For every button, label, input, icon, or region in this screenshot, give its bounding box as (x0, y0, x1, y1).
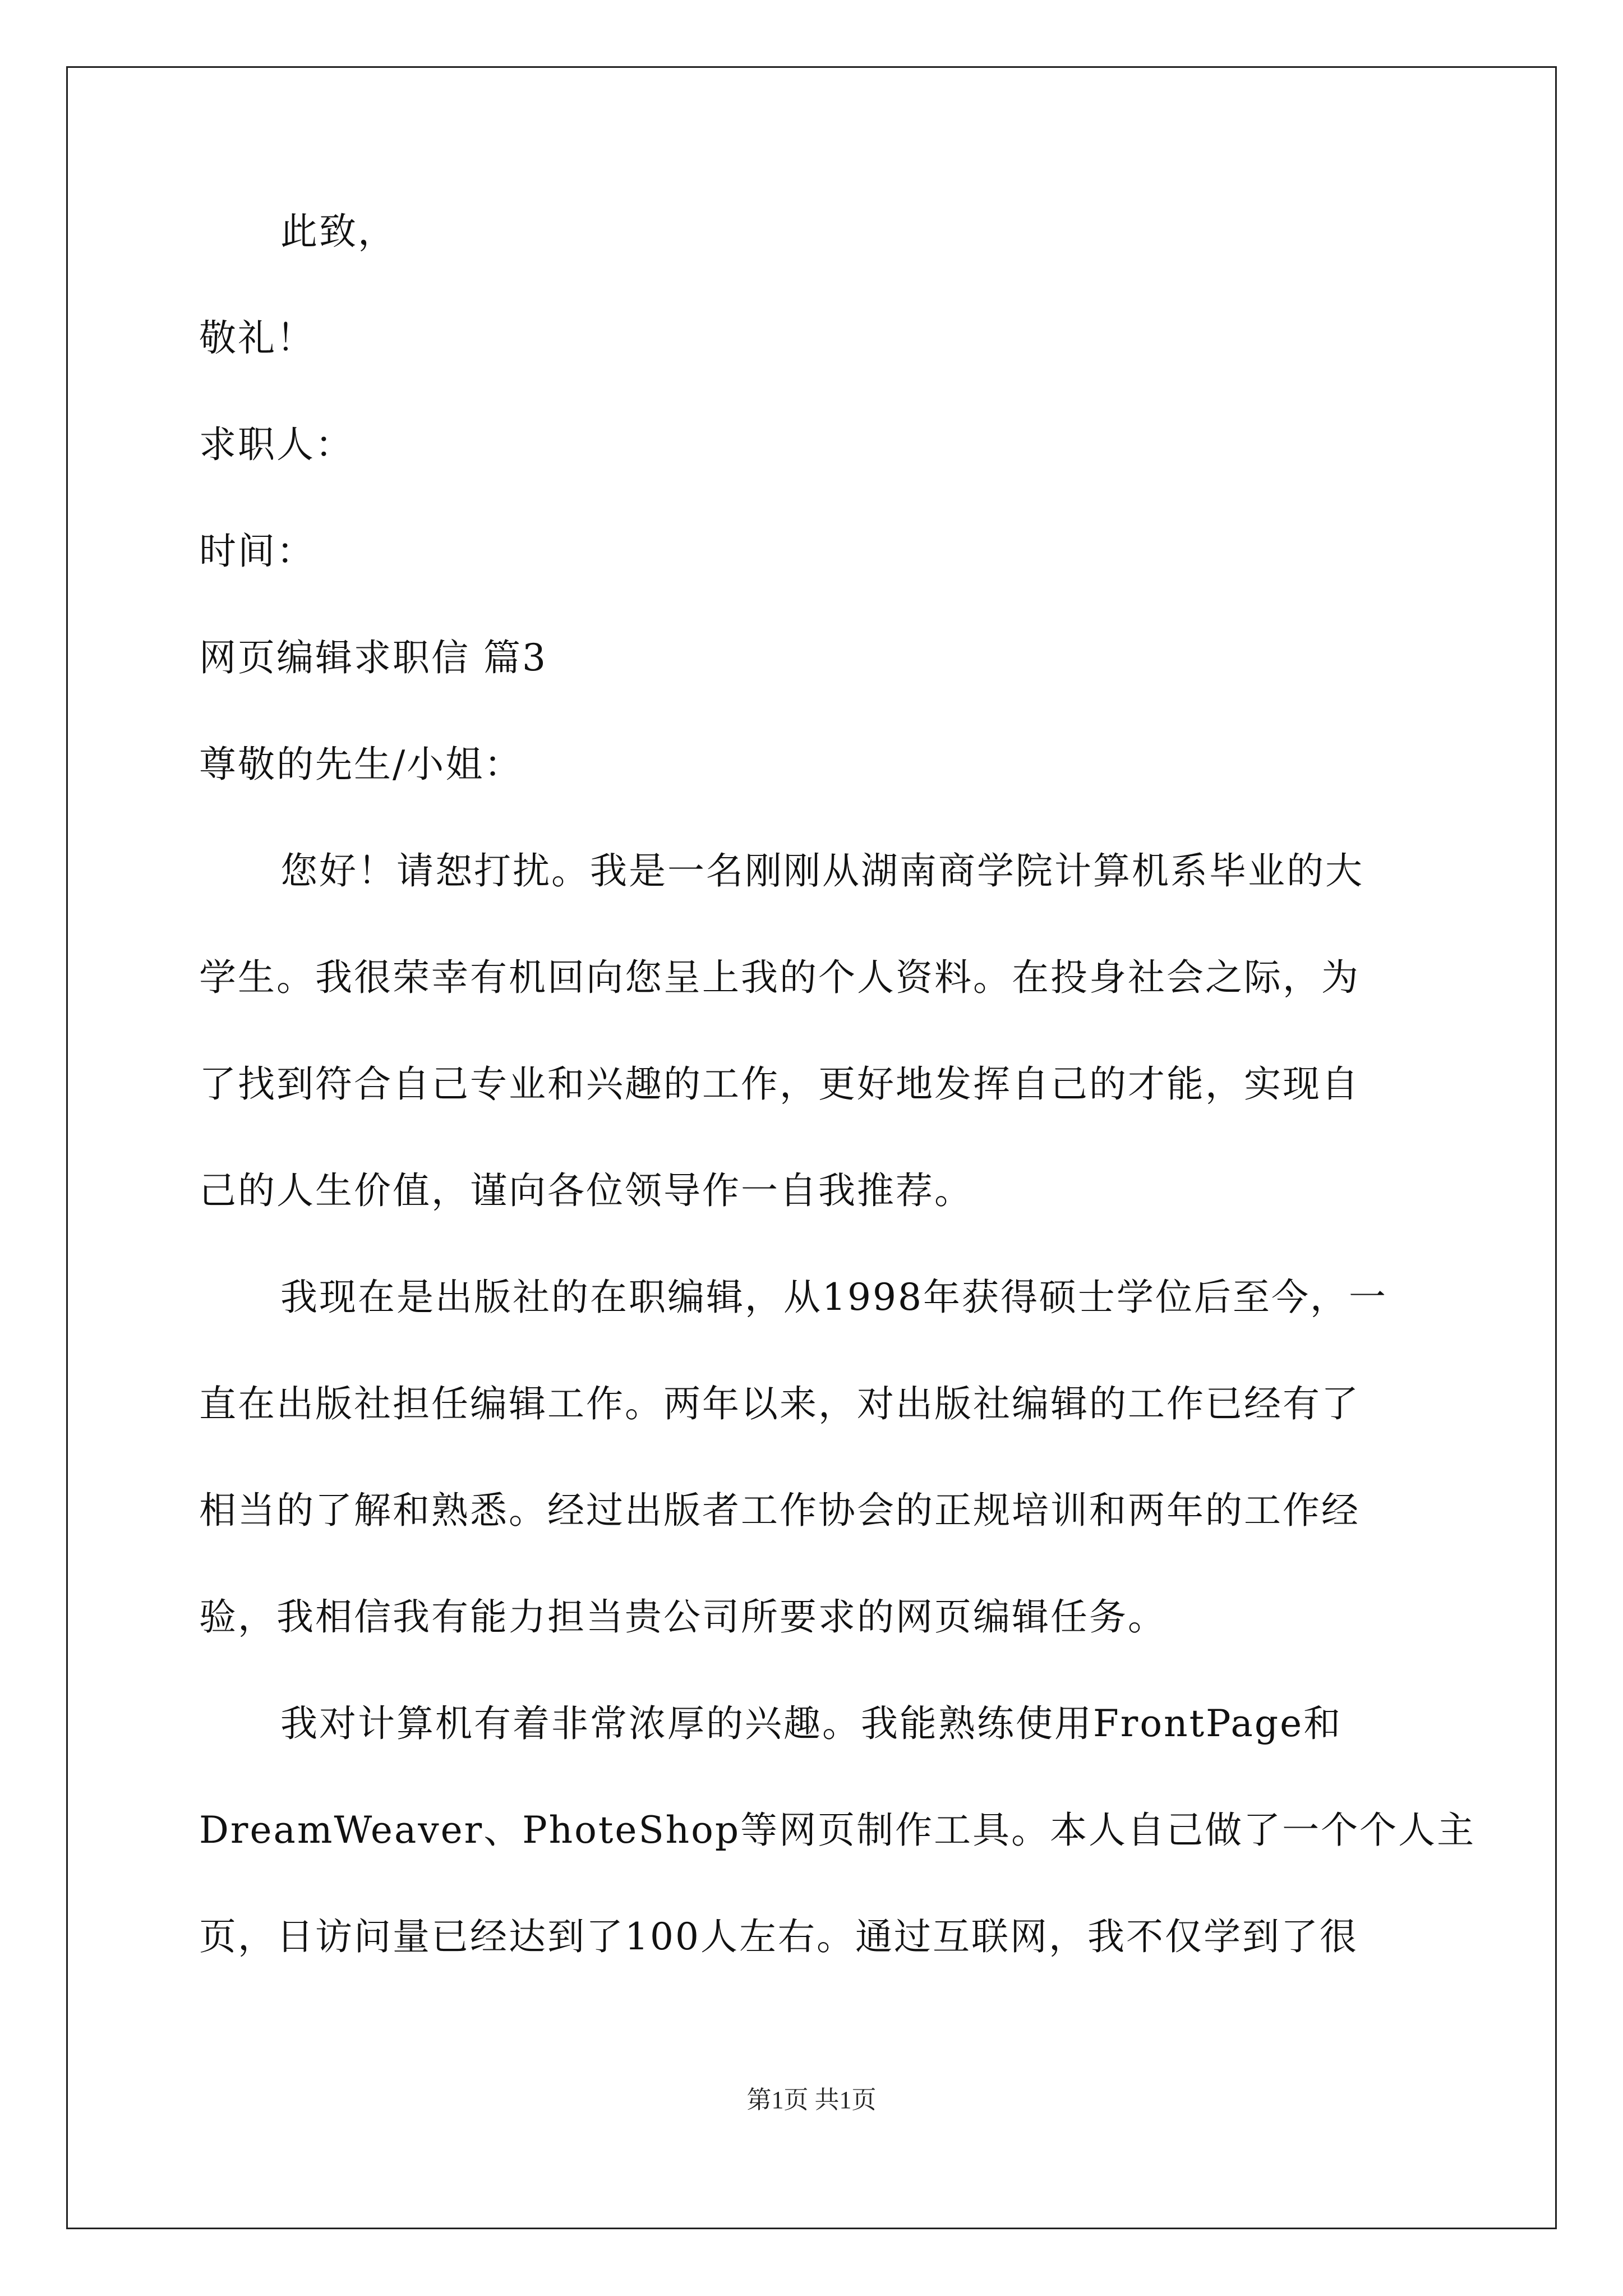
closing-line: 此致， (280, 210, 396, 253)
paragraph-line: DreamWeaver、PhoteShop等网页制作工具。本人自己做了一个个人主 (199, 1809, 1476, 1852)
paragraph-line: 了找到符合自己专业和兴趣的工作，更好地发挥自己的才能，实现自 (199, 1062, 1360, 1106)
applicant-line: 求职人： (199, 423, 354, 466)
date-line: 时间： (199, 530, 315, 573)
paragraph-line: 直在出版社担任编辑工作。两年以来，对出版社编辑的工作已经有了 (199, 1382, 1360, 1425)
paragraph-line: 验，我相信我有能力担当贵公司所要求的网页编辑任务。 (199, 1595, 1166, 1639)
salutation-line: 敬礼！ (199, 316, 315, 360)
greeting-line: 尊敬的先生/小姐： (199, 743, 523, 786)
paragraph-line: 我现在是出版社的在职编辑，从1998年获得硕士学位后至今，一 (280, 1276, 1387, 1319)
paragraph-line: 相当的了解和熟悉。经过出版者工作协会的正规培训和两年的工作经 (199, 1489, 1360, 1532)
page-border (66, 66, 1557, 2229)
paragraph-line: 学生。我很荣幸有机回向您呈上我的个人资料。在投身社会之际，为 (199, 956, 1360, 999)
paragraph-line: 您好！请恕打扰。我是一名刚刚从湖南商学院计算机系毕业的大 (280, 849, 1364, 892)
paragraph-line: 我对计算机有着非常浓厚的兴趣。我能熟练使用FrontPage和 (280, 1702, 1343, 1745)
paragraph-line: 己的人生价值，谨向各位领导作一自我推荐。 (199, 1169, 973, 1212)
paragraph-line: 页，日访问量已经达到了100人左右。通过互联网，我不仅学到了很 (199, 1915, 1358, 1958)
section-title: 网页编辑求职信 篇3 (199, 636, 547, 679)
page-footer: 第1页 共1页 (746, 2086, 877, 2114)
